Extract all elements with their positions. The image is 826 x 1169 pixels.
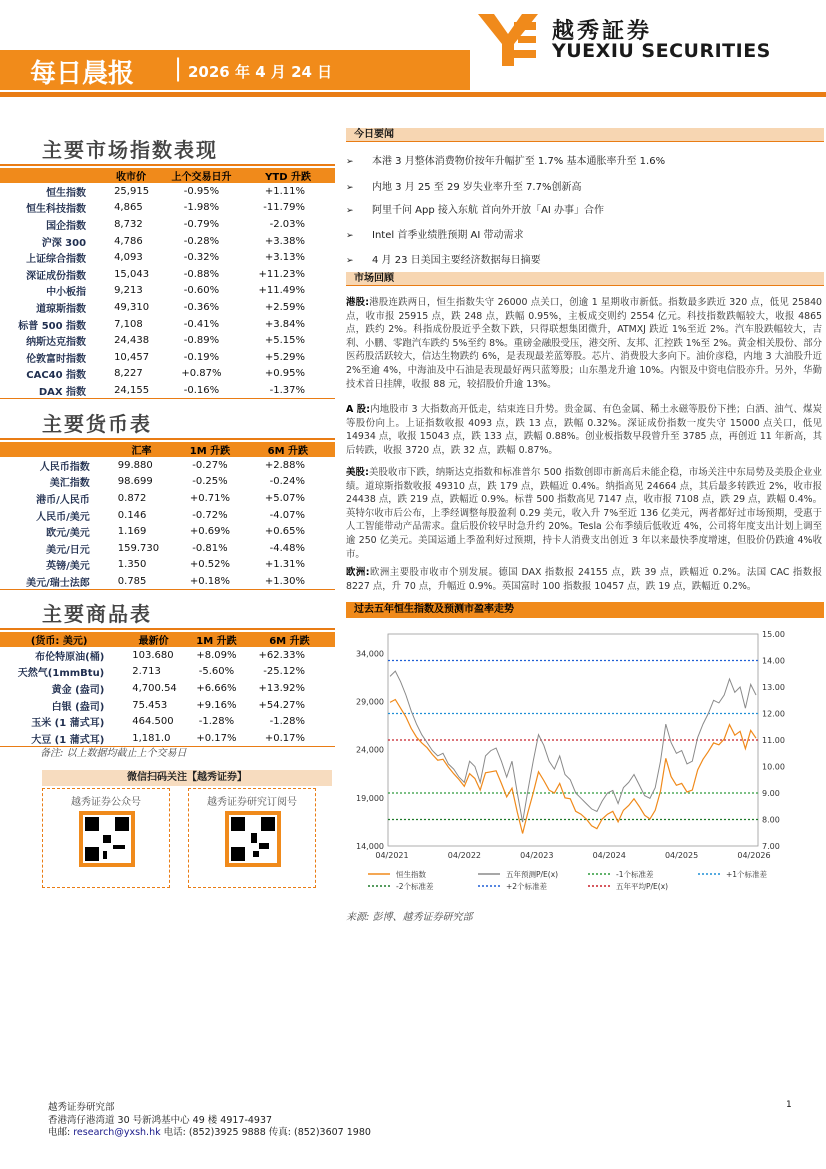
indices-table (0, 168, 335, 399)
cell-value: +0.87% (181, 368, 222, 380)
review-paragraph-europe: 欧洲:欧洲主要股市收市个别发展。德国 DAX 指数报 24155 点，跌 39 点，跌幅近 0.2%。法国 CAC 指数报 8227 点，升 70 点，升幅近 0.9%。英国富时 100 指数报 10457 点，跌 19 点，跌幅近 0.2%。 (346, 567, 823, 592)
cell-value: 1.169 (117, 526, 147, 538)
cell-value: -0.72% (192, 509, 228, 521)
cell-value: -2.03% (269, 218, 305, 230)
cell-value: +13.92% (258, 682, 305, 694)
cell-value: -0.79% (183, 218, 220, 230)
arrow-icon: ➢ (346, 183, 354, 193)
row-label: 国企指数 (46, 220, 87, 232)
column-header: 6M 升跌 (241, 442, 335, 457)
column-header: 6M 升跌 (244, 632, 335, 647)
row-label: 上证综合指数 (26, 254, 87, 266)
cell-value: 24,155 (100, 382, 162, 399)
footer-address: 香港湾仔港湾道 30 号新鸿基中心 49 楼 4917-4937 (48, 1114, 273, 1126)
row-label: 深证成份指数 (26, 270, 87, 282)
table-header-row (0, 442, 335, 457)
table-row (0, 540, 335, 557)
table-row (0, 233, 335, 250)
row-label: 恒生指数 (46, 187, 87, 199)
y-right-tick-label: 7.00 (762, 842, 780, 851)
table-row (0, 249, 335, 266)
cell-value: 1,181.0 (118, 730, 189, 747)
y-left-tick-label: 29,000 (356, 697, 384, 707)
column-header: 汇率 (104, 442, 179, 457)
arrow-icon: ➢ (346, 256, 354, 266)
cell-value: -25.12% (263, 666, 305, 678)
column-header: 最新价 (118, 632, 189, 647)
cell-value: 1.350 (117, 559, 147, 571)
y-right-tick-label: 13.00 (762, 683, 785, 692)
footer-email[interactable]: research@yxsh.hk (73, 1127, 161, 1138)
cell-value: -0.19% (183, 351, 220, 363)
cell-value: +3.13% (264, 252, 305, 264)
cell-value: -0.24% (269, 476, 305, 488)
row-label: DAX 指数 (0, 382, 100, 399)
cell-value: +0.52% (189, 559, 231, 571)
y-right-tick-label: 9.00 (762, 789, 780, 798)
cell-value: +1.11% (264, 185, 305, 197)
column-header (0, 442, 104, 457)
cell-value: +11.49% (258, 285, 305, 297)
cell-value: +0.17% (189, 730, 244, 747)
cell-value: +5.29% (264, 351, 305, 363)
cell-value: 0.785 (104, 573, 179, 590)
today-focus-header: 今日要闻 (346, 128, 824, 142)
legend-label: 恒生指数 (396, 870, 426, 879)
footer-contact: 电邮: research@yxsh.hk 电话: (852)3925 9888 传真: (852)3607 1980 (48, 1127, 371, 1138)
news-item[interactable]: ➢ 阿里千问 App 接入东航 首向外开放「AI 办事」合作 (346, 205, 605, 216)
cell-value: +3.84% (264, 318, 305, 330)
cell-value: -1.28% (198, 716, 235, 728)
market-review-header: 市场回顾 (346, 272, 824, 286)
qr-label: 越秀证券公众号 (71, 797, 141, 808)
column-header: 1M 升跌 (189, 632, 244, 647)
table-row (0, 573, 335, 590)
cell-value: +5.15% (264, 335, 305, 347)
qr-label: 越秀证券研究订阅号 (207, 797, 297, 808)
table-row (0, 647, 335, 664)
row-label: 标普 500 指数 (18, 320, 87, 332)
qr-banner: 微信扫码关注【越秀证券】 (42, 770, 332, 786)
table-row (0, 216, 335, 233)
footer-dept: 越秀证券研究部 (48, 1102, 115, 1113)
qr-code-icon[interactable] (225, 811, 281, 867)
table-row (0, 382, 335, 399)
review-paragraph-a-share: A 股:内地股市 3 大指数高开低走，结束连日升势。贵金属、有色金属、稀土永磁等股份下挫；白酒、油气、煤炭等股份向上。上证指数收报 4093 点，跌 13 点，跌幅 0.32%。深证成份指数一度失守 15000 点关口，低见 14934 点，收报 15043 点，跌 133 点，跌幅 0.88%。创业板指数早段曾升至 3785 点，再创近 11 年新高，其后转跌，收报 3720 点，跌 32 点，跌幅 0.87%。 (346, 404, 822, 456)
table-header-row (0, 632, 335, 647)
cell-value: 10,457 (114, 351, 150, 363)
legend-label: +1个标准差 (726, 870, 768, 879)
table-row (0, 349, 335, 366)
row-label: 沪深 300 (41, 237, 87, 249)
cell-value: -11.79% (263, 202, 305, 214)
page-number: 1 (786, 1100, 792, 1110)
cell-value: -1.98% (183, 202, 220, 214)
x-tick-label: 04/2024 (592, 851, 626, 860)
y-right-tick-label: 8.00 (762, 815, 780, 825)
commodity-section-title: 主要商品表 (42, 602, 152, 626)
cell-value: -4.48% (269, 542, 305, 554)
report-title: 每日晨报 (30, 59, 135, 89)
footer (48, 1102, 371, 1140)
table-row (0, 713, 335, 730)
cell-value: +1.30% (241, 573, 335, 590)
row-label: 天然气(1mmBtu) (17, 668, 105, 680)
cell-value: +54.27% (258, 699, 305, 711)
cell-value: -4.07% (269, 509, 305, 521)
table-row (0, 283, 335, 300)
legend-label: 五年预测P/E(x) (506, 870, 559, 879)
row-label: 道琼斯指数 (36, 303, 87, 315)
cell-value: 24,438 (114, 335, 150, 347)
yuexiu-logo-icon (478, 14, 538, 66)
y-right-tick-label: 14.00 (762, 656, 785, 666)
cell-value: -0.81% (192, 542, 228, 554)
row-label: 纳斯达克指数 (26, 337, 87, 349)
cell-value: 7,108 (114, 318, 143, 330)
row-label: 黄金 (盎司) (51, 684, 105, 696)
cell-value: +1.31% (264, 559, 305, 571)
pe-series-line (390, 671, 756, 822)
column-header: YTD 升跌 (241, 168, 335, 183)
table-row (0, 366, 335, 383)
cell-value: 15,043 (114, 268, 150, 280)
row-label: 英镑/美元 (46, 561, 90, 573)
cell-value: +8.09% (196, 649, 237, 661)
cell-value: 8,732 (114, 218, 143, 230)
table-row (0, 697, 335, 714)
table-row (0, 490, 335, 507)
table-row (0, 474, 335, 491)
news-item[interactable]: ➢ 4 月 23 日美国主要经济数据每日摘要 (346, 255, 541, 266)
cell-value: 4,786 (114, 235, 143, 247)
cell-value: 464.500 (132, 716, 174, 728)
cell-value: -0.88% (183, 268, 220, 280)
y-right-tick-label: 10.00 (762, 762, 785, 772)
cell-value: +0.69% (189, 526, 231, 538)
cell-value: -5.60% (198, 666, 235, 678)
row-label: 美元/瑞士法郎 (0, 573, 104, 590)
column-header: 1M 升跌 (179, 442, 241, 457)
title-bar (0, 50, 470, 90)
currency-rule (0, 438, 335, 440)
table-row (0, 507, 335, 524)
table-row (0, 200, 335, 217)
x-tick-label: 04/2022 (447, 851, 482, 860)
table-row (0, 316, 335, 333)
table-row (0, 457, 335, 474)
cell-value: +5.07% (264, 492, 305, 504)
row-label: 白银 (盎司) (51, 701, 105, 713)
column-header: 上个交易日升 (162, 168, 241, 183)
cell-value: +0.18% (179, 573, 241, 590)
x-tick-label: 04/2023 (520, 851, 554, 860)
cell-value: -0.89% (183, 335, 220, 347)
cell-value: +0.95% (264, 368, 305, 380)
cell-value: 4,700.54 (132, 682, 177, 694)
report-date: 2026 年 4 月 24 日 (188, 63, 333, 81)
table-row (0, 664, 335, 681)
cell-value: 159.730 (117, 542, 160, 554)
row-label: CAC40 指数 (26, 370, 87, 382)
cell-value: +9.16% (196, 699, 237, 711)
column-header: (货币: 美元) (0, 632, 118, 647)
legend-label: -1个标准差 (616, 870, 654, 879)
currency-table (0, 442, 335, 590)
table-row (0, 299, 335, 316)
indices-rule (0, 164, 335, 166)
column-header (0, 168, 100, 183)
data-note: 备注: 以上数据均截止上个交易日 (40, 748, 187, 759)
table-row (0, 523, 335, 540)
table-row (0, 183, 335, 200)
table-row (0, 332, 335, 349)
table-row (0, 557, 335, 574)
arrow-icon: ➢ (346, 206, 354, 216)
hsi-pe-chart (346, 620, 824, 902)
cell-value: -1.28% (269, 716, 305, 728)
row-label: 美元/日元 (46, 544, 90, 556)
cell-value: -0.95% (183, 185, 220, 197)
qr-card-official (42, 788, 170, 888)
header-rule (0, 92, 826, 97)
y-right-tick-label: 11.00 (762, 736, 785, 745)
table-row (0, 680, 335, 697)
chart-source: 来源: 彭博、越秀证券研究部 (346, 912, 473, 923)
y-right-tick-label: 12.00 (762, 709, 785, 719)
review-paragraph-us: 美股:美股收市下跌，纳斯达克指数和标准普尔 500 指数创即市新高后未能企稳，市场关注中东局势及美股企业业绩。道琼斯指数收报 49310 点，跌 179 点，跌幅近 0.4%。纳指高见 24664 点，其后最多转跌近 2%，收市报 24438 点，跌 219 点，跌幅近 0.9%。标普 500 指数高见 7147 点，收市报 7108 点，跌 29 点，跌幅 0.4%。英特尔收市后公布，上季经调整每股盈利 0.29 美元，收入升 7%至近 136 亿美元，两者都好过市场预期，受惠于人工智能带动产品需求。盘后股价较早时急升约 20%。Tesla 公布季绩后低收近 4%，公司将年度支出计划上调至逾 250 亿美元。美国运通上季盈利好过预期，持卡人消费支出创近 3 年以来最快季度增速，但股价仍跌逾 4%收市。 (346, 467, 823, 560)
qr-code-icon[interactable] (79, 811, 135, 867)
row-label: 伦敦富时指数 (26, 353, 87, 365)
cell-value: 99.880 (117, 459, 153, 471)
row-label: 美汇指数 (49, 478, 90, 490)
report-header (0, 0, 826, 100)
logo-english-name: YUEXIU SECURITIES (552, 40, 771, 62)
logo-chinese-name: 越秀証券 (552, 18, 653, 44)
row-label: 欧元/美元 (46, 528, 90, 540)
cell-value: -0.41% (183, 318, 220, 330)
news-item[interactable]: ➢ 本港 3 月整体消费物价按年升幅扩至 1.7% 基本通胀率升至 1.6% (346, 156, 666, 167)
arrow-icon: ➢ (346, 231, 354, 241)
cell-value: 4,865 (114, 202, 143, 214)
commodity-rule (0, 628, 335, 630)
cell-value: 0.146 (117, 509, 147, 521)
cell-value: 2.713 (132, 666, 161, 678)
cell-value: -0.36% (183, 301, 220, 313)
qr-card-research (188, 788, 316, 888)
cell-value: 9,213 (114, 285, 143, 297)
cell-value: -1.37% (241, 382, 335, 399)
cell-value: -0.28% (183, 235, 220, 247)
cell-value: 49,310 (114, 301, 150, 313)
indices-section-title: 主要市场指数表现 (42, 138, 218, 162)
cell-value: 103.680 (132, 649, 174, 661)
cell-value: +2.59% (264, 301, 305, 313)
cell-value: 98.699 (117, 476, 153, 488)
y-left-tick-label: 24,000 (356, 745, 384, 755)
chart-svg (346, 620, 824, 902)
commodity-table (0, 632, 335, 747)
table-header-row (0, 168, 335, 183)
cell-value: 0.872 (117, 492, 147, 504)
cell-value: 75.453 (132, 699, 168, 711)
row-label: 人民币/美元 (36, 511, 90, 523)
review-paragraph-hk: 港股:港股连跌两日，恒生指数失守 26000 点关口，创逾 1 星期收市新低。指数最多跌近 320 点，低见 25840 点，收市报 25915 点，跌 248 点，跌幅 0.95%，主板成交则约 2554 亿元。科技指数跌幅较大，收报 4865 点，跌约 2%。科指成份股近乎全数下跌，只得联想集团微升，ATMXJ 跌近 1%至近 2%。汽车股跌幅较大，吉利、小鹏、零跑汽车跌约 5%至约 8%。重磅金融股受压，港交所、友邦、汇控跌 1%至 2%。黄金相关股份、部分医药股活跃较大，信达生物跌约 6%，是表现最差蓝筹股。芯片、消费股大多向下。油价彦稳，内地 3 大油股升近 2%至逾 4%，中海油及中石油是表现最好两只蓝筹股；山东墨龙升逾 10%。内银及中资电信股亦升。另外，华勤技术首日挂牌，收报 88 元，较招股价升逾 13%。 (346, 297, 823, 390)
cell-value: +3.38% (264, 235, 305, 247)
y-left-tick-label: 19,000 (356, 793, 384, 803)
y-right-tick-label: 15.00 (762, 630, 785, 639)
row-label: 玉米 (1 蒲式耳) (31, 718, 105, 730)
cell-value: -0.27% (192, 459, 228, 471)
x-tick-label: 04/2021 (375, 851, 409, 860)
cell-value: 8,227 (114, 368, 143, 380)
row-label: 布伦特原油(桶) (35, 651, 105, 663)
legend-label: -2个标准差 (396, 882, 434, 891)
cell-value: +11.23% (258, 268, 305, 280)
row-label: 大豆 (1 蒲式耳) (0, 730, 118, 747)
y-left-tick-label: 34,000 (356, 649, 384, 659)
hsi-series-line (390, 700, 756, 834)
news-item[interactable]: ➢ Intel 首季业绩胜预期 AI 带动需求 (346, 230, 524, 241)
column-header: 收市价 (100, 168, 162, 183)
company-logo (470, 8, 810, 68)
row-label: 中小板指 (46, 287, 87, 299)
cell-value: +62.33% (258, 649, 305, 661)
cell-value: -0.60% (183, 285, 220, 297)
news-item[interactable]: ➢ 内地 3 月 25 至 29 岁失业率升至 7.7%创新高 (346, 182, 582, 193)
legend-label: 五年平均P/E(x) (616, 882, 669, 891)
currency-section-title: 主要货币表 (42, 412, 152, 436)
cell-value: 4,093 (114, 252, 143, 264)
cell-value: +2.88% (264, 459, 305, 471)
cell-value: 25,915 (114, 185, 150, 197)
arrow-icon: ➢ (346, 157, 354, 167)
cell-value: +0.65% (264, 526, 305, 538)
cell-value: +0.17% (244, 730, 335, 747)
x-tick-label: 04/2025 (664, 851, 699, 860)
x-tick-label: 04/2026 (737, 851, 771, 860)
title-separator: | (174, 54, 183, 82)
row-label: 恒生科技指数 (26, 204, 87, 216)
y-left-tick-label: 14,000 (356, 842, 384, 851)
cell-value: -0.32% (183, 252, 220, 264)
cell-value: +0.71% (189, 492, 231, 504)
cell-value: +6.66% (196, 682, 237, 694)
chart-title: 过去五年恒生指数及预测市盈率走势 (346, 602, 824, 618)
table-row (0, 266, 335, 283)
row-label: 港币/人民币 (36, 494, 90, 506)
legend-label: +2个标准差 (506, 882, 548, 891)
row-label: 人民币指数 (39, 461, 90, 473)
cell-value: -0.25% (192, 476, 228, 488)
cell-value: -0.16% (162, 382, 241, 399)
